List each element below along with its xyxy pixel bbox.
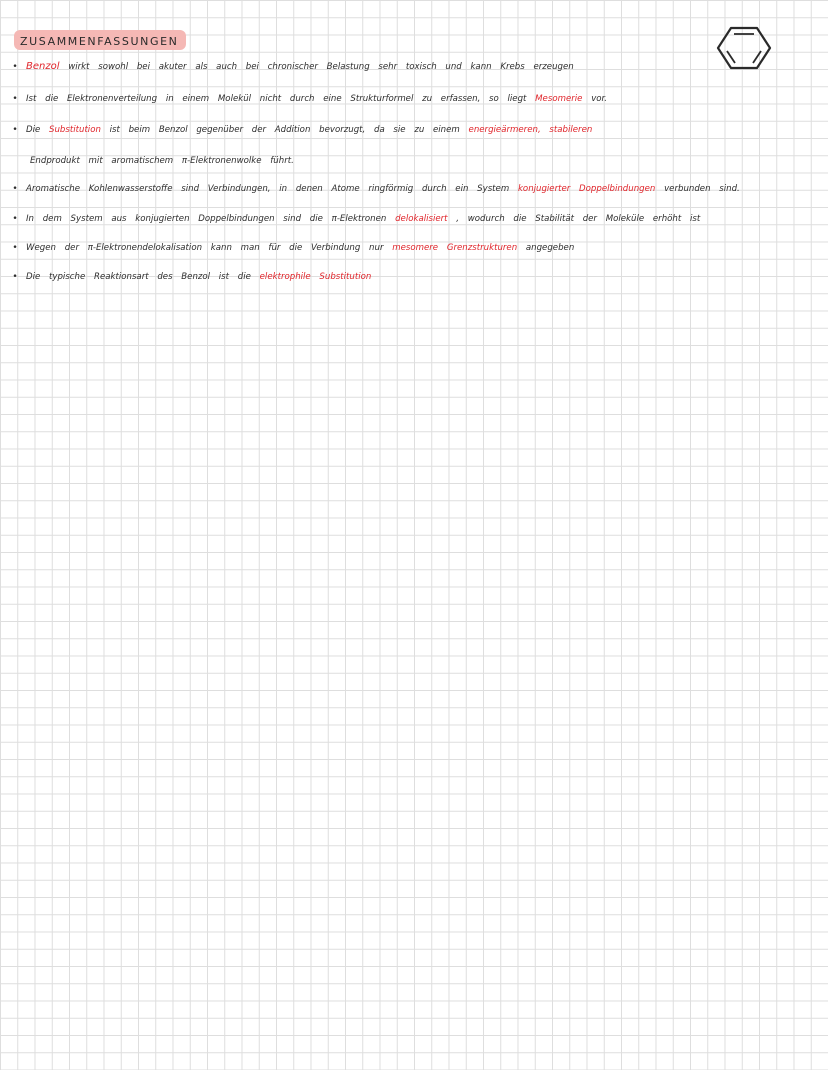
red-term-2: energieärmeren, stabileren: [468, 125, 593, 135]
line-text-after: ist beim Benzol gegenüber der Addition bevorzugt, da sie zu einem: [109, 125, 460, 135]
line-text-after: , wodurch die Stabilität der Moleküle erhöht ist: [456, 214, 701, 224]
bullet: •: [12, 94, 18, 104]
page-title: ZUSAMMENFASSUNGEN: [20, 35, 179, 48]
bullet: •: [12, 125, 18, 135]
red-term-2: Grenzstrukturen: [446, 243, 518, 253]
line-text-before: Endprodukt mit aromatischem π-Elektronenwolke führt.: [30, 156, 294, 166]
line-text-after: wirkt sowohl bei akuter als auch bei chronischer Belastung sehr toxisch und kann Krebs erzeugen: [68, 62, 574, 72]
red-term: elektrophile Substitution: [259, 272, 372, 282]
bullet: •: [12, 184, 18, 194]
line-text: [26, 242, 574, 254]
red-term: Substitution: [49, 125, 101, 135]
red-term: konjugierter Doppelbindungen: [517, 184, 656, 194]
bullet: •: [12, 272, 18, 282]
line-text: [26, 183, 740, 195]
bullet: •: [12, 214, 18, 224]
line-text: [30, 155, 294, 167]
line-text-before: Ist die Elektronenverteilung in einem Molekül nicht durch eine Strukturformel zu erfassen, so liegt: [26, 94, 527, 104]
line-text: [26, 124, 592, 136]
red-term: delokalisiert: [395, 214, 448, 224]
line-text-after: angegeben: [525, 243, 575, 253]
red-term: Benzol: [26, 61, 60, 72]
line-text-before: Die: [26, 125, 41, 135]
line-text: [26, 213, 700, 225]
line-text-before: Wegen der π-Elektronendelokalisation kann man für die Verbindung nur: [26, 243, 384, 253]
title-highlight: [14, 30, 186, 50]
line-text: [26, 271, 371, 283]
line-text: [26, 61, 574, 73]
line-text: [26, 93, 607, 105]
red-term: mesomere: [392, 243, 439, 253]
bullet: •: [12, 62, 18, 72]
line-text-before: Die typische Reaktionsart des Benzol ist die: [26, 272, 251, 282]
line-text-after: vor.: [591, 94, 608, 104]
line-text-before: In dem System aus konjugierten Doppelbindungen sind die π-Elektronen: [26, 214, 387, 224]
line-text-after: verbunden sind.: [664, 184, 740, 194]
benzene-ring-icon: [716, 24, 772, 72]
red-term: Mesomerie: [535, 94, 583, 104]
bullet: •: [12, 243, 18, 253]
line-text-before: Aromatische Kohlenwasserstoffe sind Verbindungen, in denen Atome ringförmig durch ein System: [26, 184, 510, 194]
